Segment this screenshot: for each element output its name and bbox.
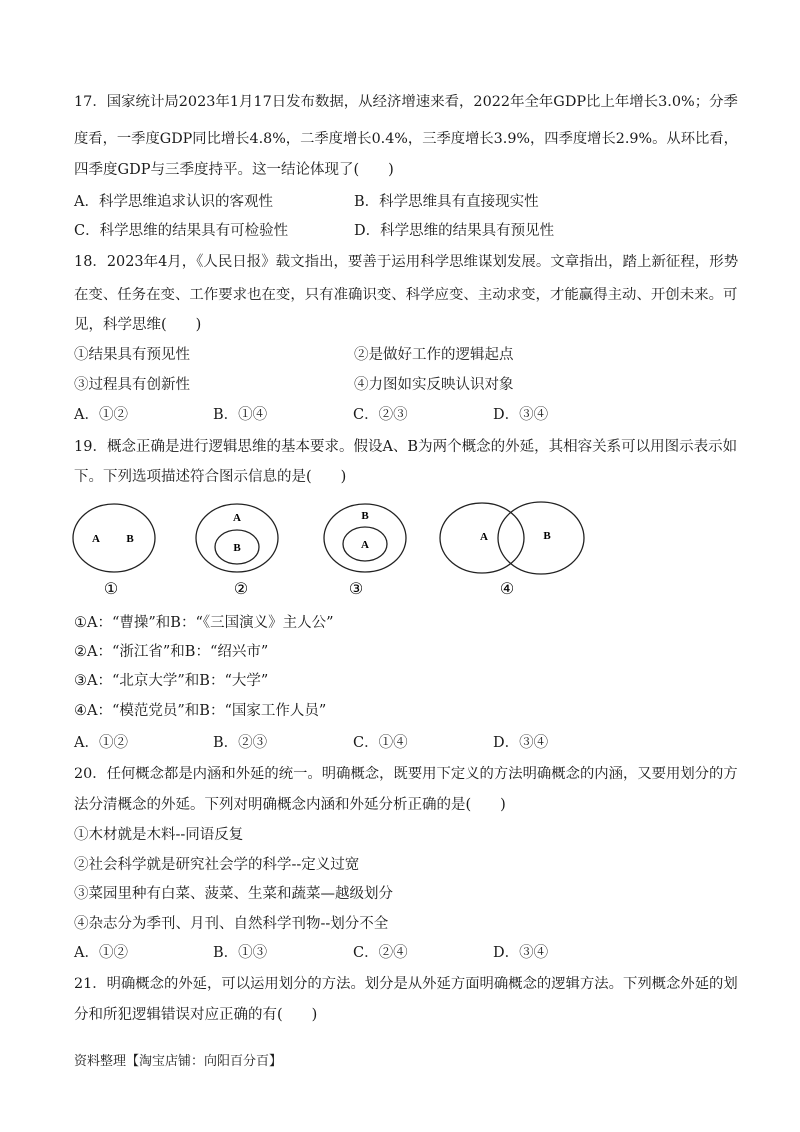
q19-line-2: 下。下列选项描述符合图示信息的是( )	[74, 469, 347, 485]
q17-option-a: A．科学思维追求认识的客观性	[74, 194, 273, 210]
venn-2-caption: ②	[233, 581, 249, 598]
q18-option-d: D．③④	[493, 407, 549, 423]
q19-item-1: ①A：“曹操”和B：“《三国演义》主人公”	[74, 615, 334, 631]
q19-option-b: B．②③	[213, 735, 268, 751]
q19-option-c: C．①④	[353, 735, 408, 751]
q19-option-a: A．①②	[74, 735, 128, 751]
q18-line-3: 见，科学思维( )	[74, 317, 202, 333]
q18-item-3: ③过程具有创新性	[74, 377, 190, 393]
q18-item-2: ②是做好工作的逻辑起点	[354, 347, 514, 363]
q20-item-1: ①木材就是木料--同语反复	[74, 827, 244, 843]
q20-option-c: C．②④	[353, 945, 408, 961]
q18-line-2: 在变、任务在变、工作要求也在变，只有准确识变、科学应变、主动求变，才能赢得主动、开创未来。可	[74, 287, 738, 303]
q20-line-2: 法分清概念的外延。下列对明确概念内涵和外延分析正确的是( )	[74, 797, 506, 813]
q20-option-d: D．③④	[493, 945, 549, 961]
q17-line-2: 度看，一季度GDP同比增长4.8%，二季度增长0.4%，三季度增长3.9%，四季度增长2.9%。从环比看，	[74, 131, 738, 147]
q19-line-1: 19．概念正确是进行逻辑思维的基本要求。假设A、B为两个概念的外延，其相容关系可以用图示表示如	[74, 439, 738, 455]
venn-diagram-4	[440, 502, 584, 598]
venn-diagram-2	[196, 504, 278, 598]
venn-1-circle	[73, 504, 155, 572]
page-footer: 资料整理【淘宝店铺：向阳百分百】	[74, 1054, 283, 1069]
venn-4-circle-b	[498, 502, 584, 574]
venn-4-caption: ④	[499, 581, 515, 598]
q17-option-c: C．科学思维的结果具有可检验性	[74, 223, 289, 239]
venn-3-caption: ③	[348, 581, 364, 598]
venn-2-label-inner: B	[233, 542, 241, 554]
venn-3-label-inner: A	[361, 539, 369, 551]
q18-option-b: B．①④	[213, 407, 268, 423]
q20-line-1: 20．任何概念都是内涵和外延的统一。明确概念，既要用下定义的方法明确概念的内涵，又要用划分的方	[74, 766, 738, 782]
q21-line-2: 分和所犯逻辑错误对应正确的有( )	[74, 1007, 318, 1023]
q17-line-1: 17．国家统计局2023年1月17日发布数据，从经济增速来看，2022年全年GDP比上年增长3.0%；分季	[74, 94, 738, 110]
q19-item-3: ③A：“北京大学”和B：“大学”	[74, 673, 269, 689]
q17-option-b: B．科学思维具有直接现实性	[354, 194, 539, 210]
q19-item-4: ④A：“模范党员”和B：“国家工作人员”	[74, 703, 327, 719]
venn-1-label-b: B	[126, 533, 134, 545]
q18-item-4: ④力图如实反映认识对象	[354, 377, 514, 393]
q19-option-d: D．③④	[493, 735, 549, 751]
venn-1-label-a: A	[92, 533, 100, 545]
q21-line-1: 21．明确概念的外延，可以运用划分的方法。划分是从外延方面明确概念的逻辑方法。下列概念外延的划	[74, 976, 738, 992]
q20-item-2: ②社会科学就是研究社会学的科学--定义过宽	[74, 857, 360, 873]
q17-line-3: 四季度GDP与三季度持平。这一结论体现了( )	[74, 162, 394, 178]
q20-option-b: B．①③	[213, 945, 268, 961]
q18-line-1: 18．2023年4月，《人民日报》载文指出，要善于运用科学思维谋划发展。文章指出，踏上新征程，形势	[74, 254, 739, 270]
q20-option-a: A．①②	[74, 945, 128, 961]
venn-diagrams	[0, 490, 800, 605]
q18-item-1: ①结果具有预见性	[74, 347, 190, 363]
venn-2-label-outer: A	[233, 512, 241, 524]
venn-4-label-a: A	[480, 531, 488, 543]
q20-item-3: ③菜园里种有白菜、菠菜、生菜和蔬菜—越级划分	[74, 886, 393, 902]
venn-4-label-b: B	[543, 530, 551, 542]
venn-3-label-outer: B	[361, 510, 369, 522]
q19-item-2: ②A：“浙江省”和B：“绍兴市”	[74, 644, 269, 660]
venn-diagram-1	[73, 504, 155, 598]
venn-diagram-3	[324, 504, 406, 598]
q18-option-a: A．①②	[74, 407, 128, 423]
q18-option-c: C．②③	[353, 407, 408, 423]
q20-item-4: ④杂志分为季刊、月刊、自然科学刊物--划分不全	[74, 916, 389, 932]
venn-1-caption: ①	[103, 581, 119, 598]
q17-option-d: D．科学思维的结果具有预见性	[354, 223, 555, 239]
